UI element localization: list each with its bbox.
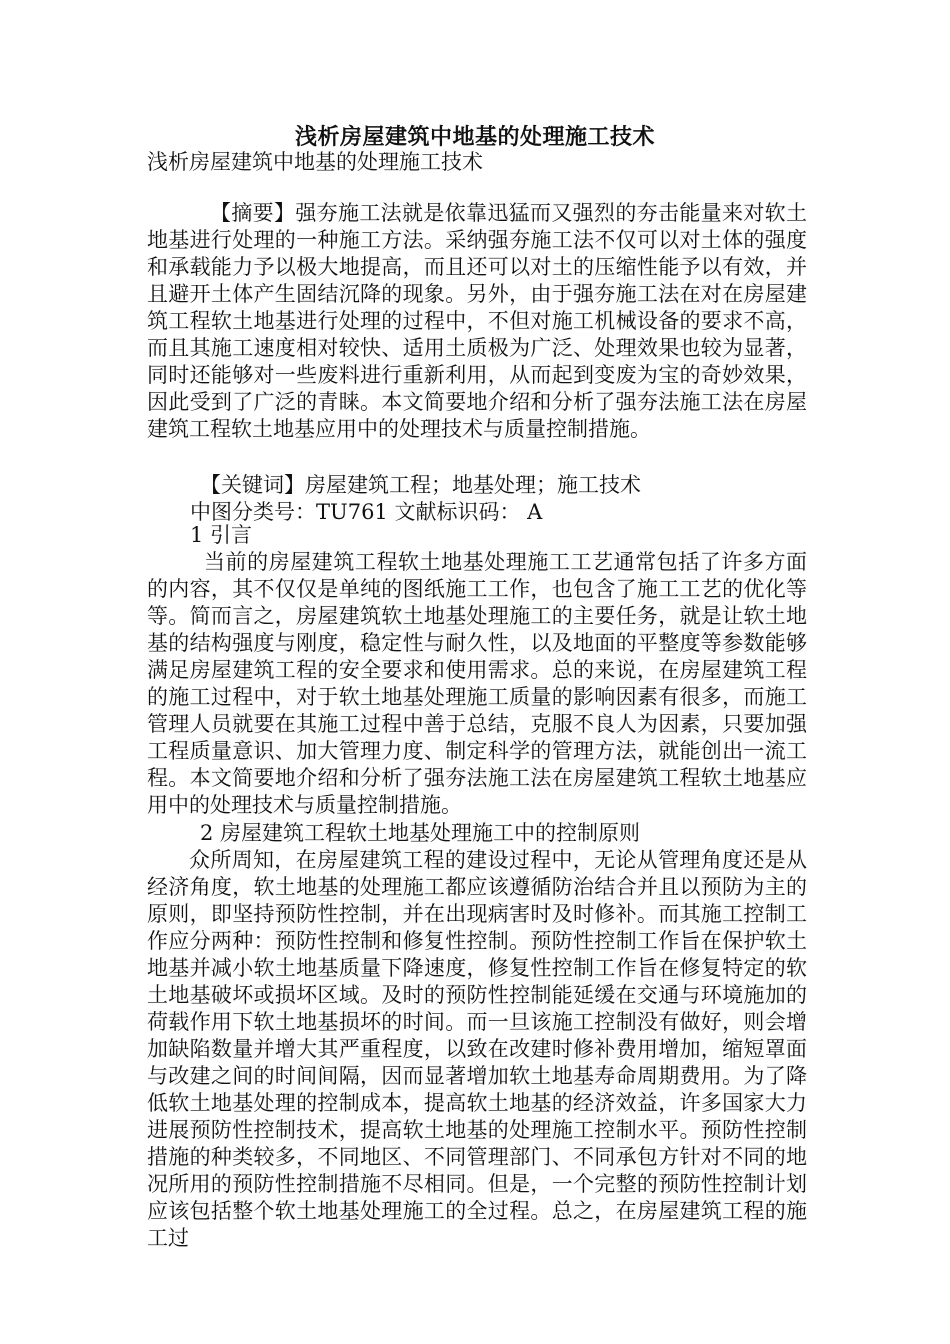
- section-paragraph-introduction: 当前的房屋建筑工程软土地基处理施工工艺通常包括了许多方面的内容，其不仅仅是单纯的图纸施工工作，也包含了施工工艺的优化等等。简而言之，房屋建筑软土地基处理施工的主要任务，就是让软土地基的结构强度与刚度，稳定性与耐久性，以及地面的平整度等参数能够满足房屋建筑工程的安全要求和使用需求。总的来说，在房屋建筑工程的施工过程中，对于软土地基处理施工质量的影响因素有很多，而施工管理人员就要在其施工过程中善于总结，克服不良人为因素，只要加强工程质量意识、加大管理力度、制定科学的管理方法，就能创出一流工程。本文简要地介绍和分析了强夯法施工法在房屋建筑工程软土地基应用中的处理技术与质量控制措施。: [147, 550, 807, 817]
- section-heading-control-principles: 2 房屋建筑工程软土地基处理施工中的控制原则: [200, 821, 641, 845]
- document-title: 浅析房屋建筑中地基的处理施工技术: [294, 125, 655, 150]
- classification-line: 中图分类号：TU761 文献标识码： A: [190, 500, 543, 524]
- section-heading-introduction: 1 引言: [190, 523, 253, 547]
- keywords-line: 【关键词】房屋建筑工程；地基处理；施工技术: [200, 473, 641, 497]
- document-subtitle: 浅析房屋建筑中地基的处理施工技术: [147, 150, 483, 174]
- abstract-paragraph: 【摘要】强夯施工法就是依靠迅猛而又强烈的夯击能量来对软土地基进行处理的一种施工方法。采纳强夯施工法不仅可以对土体的强度和承载能力予以极大地提高，而且还可以对土的压缩性能予以有效，并且避开土体产生固结沉降的现象。另外，由于强夯施工法在对在房屋建筑工程软土地基进行处理的过程中，不但对施工机械设备的要求不高，而且其施工速度相对较快、适用土质极为广泛、处理效果也较为显著，同时还能够对一些废料进行重新利用，从而起到变废为宝的奇妙效果，因此受到了广泛的青睐。本文简要地介绍和分析了强夯法施工法在房屋建筑工程软土地基应用中的处理技术与质量控制措施。: [147, 201, 807, 441]
- section-paragraph-control-principles: 众所周知，在房屋建筑工程的建设过程中，无论从管理角度还是从经济角度，软土地基的处理施工都应该遵循防治结合并且以预防为主的原则，即坚持预防性控制，并在出现病害时及时修补。而其施工控制工作应分两种：预防性控制和修复性控制。预防性控制工作旨在保护软土地基并减小软土地基质量下降速度，修复性控制工作旨在修复特定的软土地基破坏或损坏区域。及时的预防性控制能延缓在交通与环境施加的荷载作用下软土地基损坏的时间。而一旦该施工控制没有做好，则会增加缺陷数量并增大其严重程度，以致在改建时修补费用增加，缩短罩面与改建之间的时间间隔，因而显著增加软土地基寿命周期费用。为了降低软土地基处理的控制成本，提高软土地基的经济效益，许多国家大力进展预防性控制技术，提高软土地基的处理施工控制水平。预防性控制措施的种类较多，不同地区、不同管理部门、不同承包方针对不同的地况所用的预防性控制措施不尽相同。但是，一个完整的预防性控制计划应该包括整个软土地基处理施工的全过程。总之，在房屋建筑工程的施工过: [147, 848, 807, 1250]
